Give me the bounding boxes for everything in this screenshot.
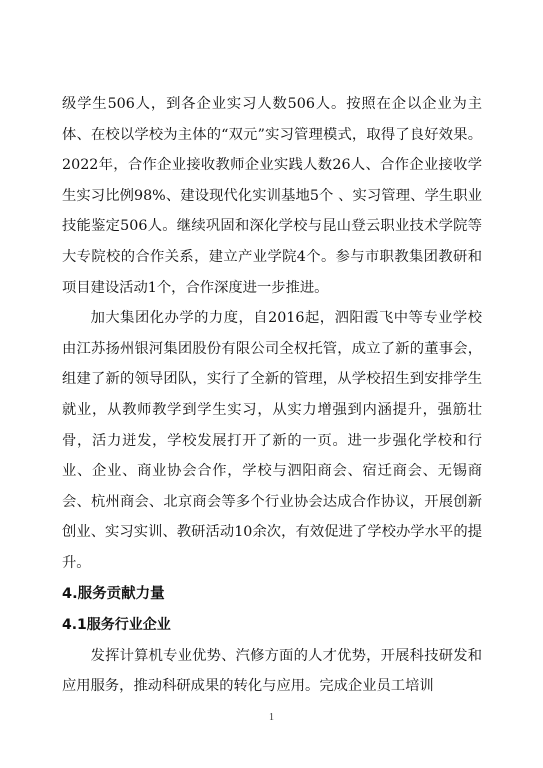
page-number: 1 [269,712,274,723]
page-body [62,89,482,702]
paragraph-service-industry: 发挥计算机专业优势、汽修方面的人才优势，开展科技研发和应用服务，推动科研成果的转化与应用。完成企业员工培训 [62,647,482,695]
section-heading: 4.服务贡献力量 [62,585,165,602]
subsection-heading: 4.1服务行业企业 [62,616,171,633]
paragraph-group-schooling: 加大集团化办学的力度，自2016起，泗阳霞飞中等专业学校由江苏扬州银河集团股份有限公司全权托管，成立了新的董事会，组建了新的领导团队，实行了全新的管理，从学校招生到安排学生就业，从教师教学到学生实习，从实力增强到内涵提升，强筋壮骨，活力迸发，学校发展打开了新的一页。进一步强化学校和行业、企业、商业协会合作，学校与泗阳商会、宿迁商会、无锡商会、杭州商会、北京商会等多个行业协会达成合作协议，开展创新创业、实习实训、教研活动10余次，有效促进了学校办学水平的提升。 [62,310,482,571]
paragraph-continuation: 级学生506人，到各企业实习人数506人。按照在企以企业为主体、在校以学校为主体的“双元”实习管理模式，取得了良好效果。2022年，合作企业接收教师企业实践人数26人、合作企业接收学生实习比例98%、建设现代化实训基地5个 、实习管理、学生职业技能鉴定506人。继续巩固和深化学校与昆山登云职业技术学院等大专院校的合作关系，建立产业学院4个。参与市职教集团教研和项目建设活动1个，合作深度进一步推进。 [62,96,482,296]
